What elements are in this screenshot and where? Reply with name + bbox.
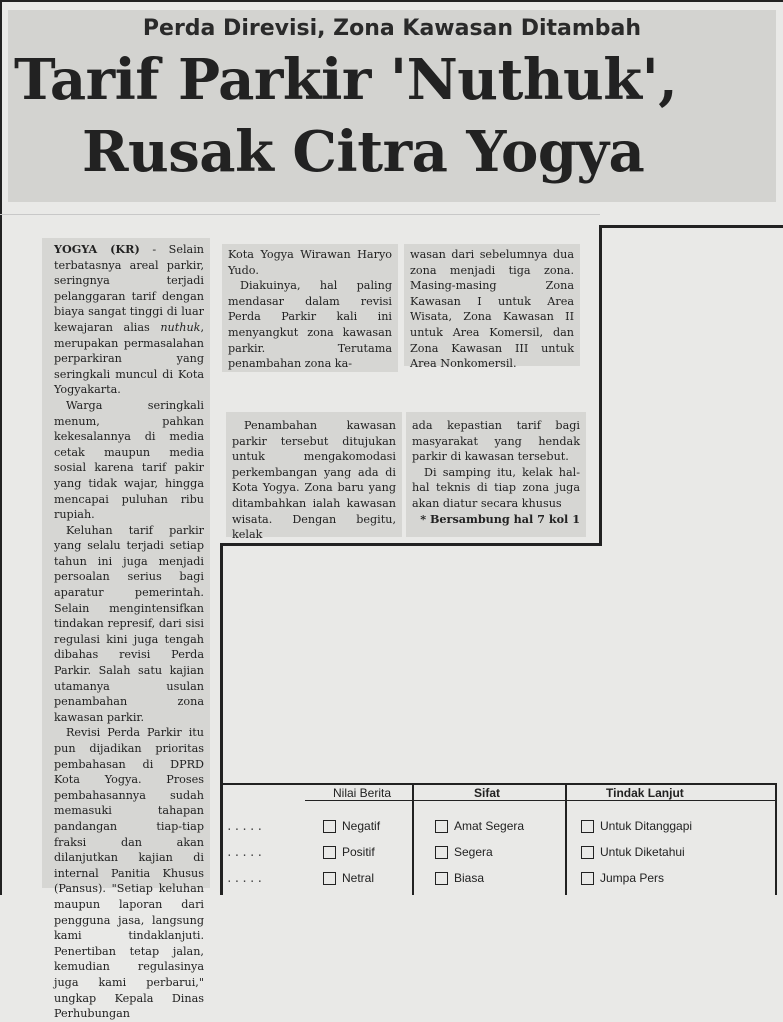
sheet-top-border xyxy=(0,0,783,2)
faint-rule xyxy=(0,214,600,215)
form-header-tindak-lanjut: Tindak Lanjut xyxy=(606,786,684,800)
paragraph: Di samping itu, kelak hal-hal teknis di tiap zona juga akan diatur secara khusus xyxy=(412,465,580,510)
form-header-sifat: Sifat xyxy=(474,786,501,800)
paragraph: Kota Yogya Wirawan Haryo Yudo. xyxy=(228,248,392,277)
article-column-2 xyxy=(222,244,398,372)
dateline: YOGYA (KR) xyxy=(54,242,140,256)
checkbox-negatif[interactable]: Negatif xyxy=(323,819,380,833)
main-title-line-1: Tarif Parkir 'Nuthuk', xyxy=(14,47,678,113)
checkbox-segera[interactable]: Segera xyxy=(435,845,493,859)
grid-rule-right-vertical xyxy=(599,225,602,545)
checkbox-box[interactable] xyxy=(581,872,594,885)
checkbox-box[interactable] xyxy=(323,846,336,859)
main-title-line-2: Rusak Citra Yogya xyxy=(82,119,645,185)
kicker-headline: Perda Direvisi, Zona Kawasan Ditambah xyxy=(142,16,642,41)
paragraph: Penambahan kawasan parkir tersebut ditujukan untuk mengakomodasi perkembangan yang ada di Kota Yogya. Zona baru yang ditambahkan ialah kawasan wisata. Dengan begitu, kelak xyxy=(232,419,396,542)
checkbox-positif[interactable]: Positif xyxy=(323,845,375,859)
dotted-line: ..... xyxy=(226,846,265,859)
article-column-3 xyxy=(404,244,580,371)
dotted-line: ..... xyxy=(226,872,265,885)
article-column-4 xyxy=(226,412,402,542)
article-column-5 xyxy=(406,412,586,537)
continued-notice: * Bersambung hal 7 kol 1 xyxy=(420,511,580,526)
checkbox-box[interactable] xyxy=(323,820,336,833)
checkbox-box[interactable] xyxy=(435,820,448,833)
paragraph: wasan dari sebelumnya dua zona menjadi tiga zona. Masing-masing Zona Kawasan I untuk Area Wisata, Zona Kawasan II untuk Area Komersil, dan Zona Kawasan III untuk Area Nonkomersil. xyxy=(410,248,574,371)
checkbox-box[interactable] xyxy=(435,872,448,885)
checkbox-netral[interactable]: Netral xyxy=(323,871,374,885)
form-divider-2 xyxy=(565,783,567,895)
sheet-left-border xyxy=(0,0,2,895)
article-column-1: YOGYA (KR) - Selain terbatasnya areal parkir, seringnya terjadi pelanggaran tarif dengan biaya sangat tinggi di luar kewajaran alias nuthuk, merupakan permasalahan perparkiran yang seringkali muncul di Kota Yogyakarta. Warga seringkali menum, pahkan kekesalannya di media cetak maupun media sosial karena tarif pakir yang tidak wajar, hingga mencapai puluhan ribu rupiah. Keluhan tarif parkir yang selalu terjadi setiap tahun ini juga menjadi persoalan serius bagi aparatur pemerintah. Selain mengintensifkan tindakan represif, dari sisi regulasi kini juga tengah dibahas revisi Perda Parkir. Salah satu kajian utamanya usulan penambahan zona kawasan parkir. Revisi Perda Parkir itu pun dijadikan prioritas pembahasan di DPRD Kota Yogya. Proses pembahasannya sudah memasuki tahapan pandangan tiap-tiap fraksi dan akan dilanjutkan kajian di internal Panitia Khusus (Pansus). "Setiap keluhan maupun laporan dari pengguna jasa, langsung kami tindaklanjuti. Penertiban tetap jalan, kemudian regulasinya juga kami perbarui," ungkap Kepala Dinas Perhubungan xyxy=(42,238,210,888)
form-divider-1 xyxy=(412,783,414,895)
paragraph: ada kepastian tarif bagi masyarakat yang hendak parkir di kawasan tersebut. xyxy=(412,419,580,464)
checkbox-box[interactable] xyxy=(581,846,594,859)
form-header-nilai-berita: Nilai Berita xyxy=(333,786,392,800)
checkbox-box[interactable] xyxy=(581,820,594,833)
form-right-border xyxy=(775,783,777,895)
checkbox-box[interactable] xyxy=(323,872,336,885)
grid-rule-left-vertical xyxy=(220,543,223,895)
checkbox-amat-segera[interactable]: Amat Segera xyxy=(435,819,524,833)
form-header-divider xyxy=(305,800,777,801)
paragraph: Keluhan tarif parkir yang selalu terjadi setiap tahun ini juga menjadi persoalan serius bagi aparatur pemerintah. Selain mengintensifkan tindakan represif, dari sisi regulasi kini juga tengah dibahas revisi Perda Parkir. Salah satu kajian utamanya usulan penambahan zona kawasan parkir. xyxy=(54,523,204,724)
checkbox-untuk-ditanggapi[interactable]: Untuk Ditanggapi xyxy=(581,819,692,833)
checkbox-biasa[interactable]: Biasa xyxy=(435,871,484,885)
form-top-border xyxy=(223,783,777,785)
paragraph: Revisi Perda Parkir itu pun dijadikan prioritas pembahasan di DPRD Kota Yogya. Proses pembahasannya sudah memasuki tahapan pandangan tiap-tiap fraksi dan akan dilanjutkan kajian di internal Panitia Khusus (Pansus). "Setiap keluhan maupun laporan dari pengguna jasa, langsung kami tindaklanjuti. Penertiban tetap jalan, kemudian regulasinya juga kami perbarui," ungkap Kepala Dinas Perhubungan xyxy=(54,726,204,1021)
checkbox-jumpa-pers[interactable]: Jumpa Pers xyxy=(581,871,664,885)
dotted-line: ..... xyxy=(226,820,265,833)
grid-rule-top-right xyxy=(599,225,783,228)
checkbox-untuk-diketahui[interactable]: Untuk Diketahui xyxy=(581,845,685,859)
checkbox-box[interactable] xyxy=(435,846,448,859)
paragraph: Warga seringkali menum, pahkan kekesalannya di media cetak maupun media sosial karena tarif pakir yang tidak wajar, hingga mencapai puluhan ribu rupiah. xyxy=(54,398,204,522)
paragraph: Diakuinya, hal paling mendasar dalam revisi Perda Parkir kali ini menyangkut zona kawasan parkir. Terutama penambahan zona ka- xyxy=(228,279,392,371)
grid-rule-middle xyxy=(220,543,602,546)
